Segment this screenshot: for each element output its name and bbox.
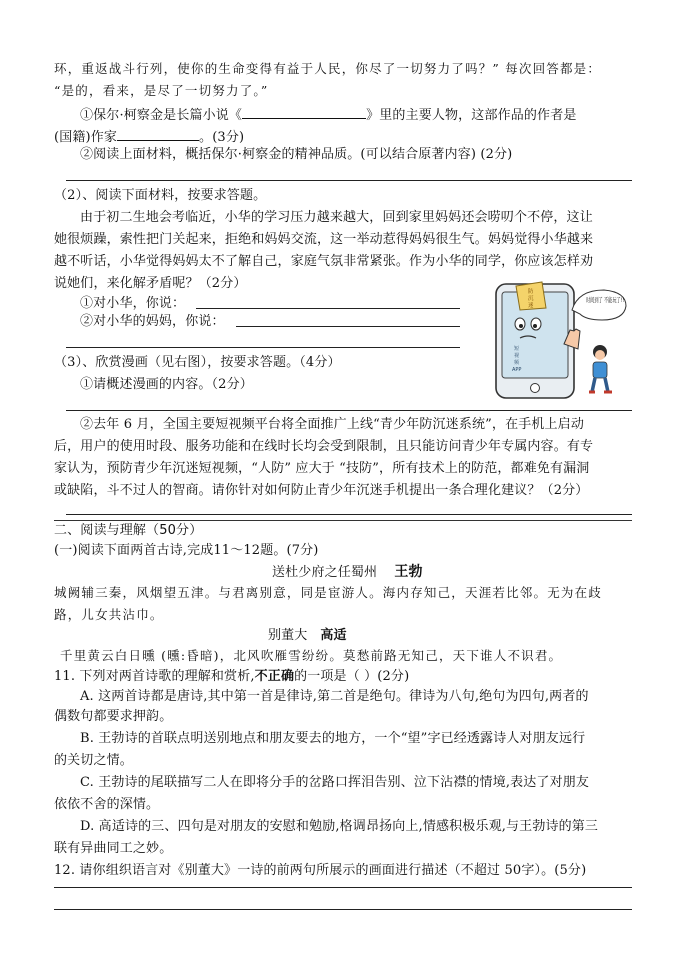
cartoon-illustration (476, 280, 646, 402)
poem-1-line-1: 城阙辅三秦，风烟望五津。与君离别意，同是宦游人。海内存知己，天涯若比邻。无为在歧 (54, 585, 603, 600)
q3-para-4: 或缺陷，斗不过人的智商。请你针对如何防止青少年沉迷手机提出一条合理化建议？（2分） (54, 483, 589, 498)
q2-para-2: 她很烦躁，索性把门关起来，拒绝和妈妈交流，这一举动惹得妈妈很生气。妈妈觉得小华越来 (54, 232, 594, 247)
child-legs-icon (592, 378, 608, 392)
q3-a: ①请概述漫画的内容。（2分） (80, 377, 253, 392)
q1-b-suffix: 。(3分) (199, 130, 245, 145)
q11-option-a-line-2: 偶数句都要求押韵。 (54, 709, 173, 724)
intro-line-1: 环，重返战斗行列，使你的生命变得有益于人民，你尽了一切努力了吗？” 每次回答都是： (54, 61, 602, 76)
poem-2-line-1: 千里黄云白日曛 (曛:昏暗)，北风吹雁雪纷纷。莫愁前路无知己，天下谁人不识君。 (60, 648, 563, 663)
q2-heading: （2）、阅读下面材料，按要求答题。 (54, 188, 267, 203)
section-divider (54, 520, 632, 521)
q1-a-prefix: ①保尔·柯察金是长篇小说《 (80, 108, 243, 123)
q11-stem (54, 668, 409, 686)
q12-stem: 12. 请你组织语言对《别董大》一诗的前两句所展示的画面进行描述（不超过 50字）。(5分) (54, 863, 587, 878)
q1-a-mid: 》里的主要人物，这部作品的作者是 (366, 108, 577, 123)
speech-bubble-text: 时间到了 不能玩了!! (586, 296, 646, 304)
q3-b-answer-line[interactable] (66, 514, 632, 515)
q1-blank-novel[interactable] (242, 104, 366, 119)
section-2-subtitle: (一)阅读下面两首古诗,完成11～12题。(7分) (54, 543, 319, 558)
q1-blank-author[interactable] (117, 126, 199, 141)
app-text-3: 频 (514, 360, 520, 366)
q3-para-1: ②去年 6 月，全国主要短视频平台将全面推广上线“青少年防沉迷系统”，在手机上启动 (80, 417, 584, 432)
q12-answer-line-2[interactable] (54, 909, 632, 910)
q11-option-d-line-2: 联有异曲同工之妙。 (54, 841, 173, 856)
q1-b (54, 126, 244, 147)
q11-stem-pre: 11. 下列对两首诗歌的理解和赏析, (54, 669, 255, 684)
poem-2-author: 高适 (320, 628, 347, 643)
child-body-icon (593, 362, 607, 378)
q2-b-label: ②对小华的妈妈，你说： (80, 314, 225, 329)
q2-a-label: ①对小华，你说： (80, 296, 186, 311)
poem-1-title: 送杜少府之任蜀州 (272, 565, 378, 580)
q11-option-b-line-1[interactable]: B. 王勃诗的首联点明送别地点和朋友要去的地方，一个“望”字已经透露诗人对朋友远行 (80, 731, 586, 746)
poem-1-author: 王勃 (394, 564, 423, 580)
q2-a-answer-line[interactable] (196, 308, 460, 309)
right-eye-icon (531, 318, 541, 330)
q2-b-answer-line[interactable] (236, 326, 460, 327)
sign-text-2: 沉 (528, 296, 534, 302)
home-button-icon (531, 384, 540, 393)
q1-c: ②阅读上面材料，概括保尔·柯察金的精神品质。(可以结合原著内容) (2分) (80, 147, 513, 162)
q11-option-b-line-2: 的关切之情。 (54, 753, 133, 768)
q1-a (80, 104, 577, 125)
q3-para-2: 后，用户的使用时段、服务功能和在线时长均会受到限制，且只能访问青少年专属内容。有专 (54, 439, 594, 454)
q12-answer-line-1[interactable] (54, 887, 632, 888)
q11-stem-post: 的一项是（ ）(2分) (294, 669, 410, 684)
q2-para-3: 越不听话，小华觉得妈妈太不了解自己，家庭气氛非常紧张。作为小华的同学，你应该怎样劝 (54, 254, 594, 269)
poem-2-title: 别董大 (268, 628, 308, 643)
section-2-title: 二、阅读与理解（50分） (54, 523, 203, 538)
poem-2-heading (268, 627, 347, 645)
q1-b-prefix: (国籍)作家 (54, 130, 118, 145)
poem-1-line-2: 路，儿女共沾巾。 (54, 607, 164, 622)
q11-option-c-line-1[interactable]: C. 王勃诗的尾联描写二人在即将分手的岔路口挥泪告别、泣下沾襟的情境,表达了对朋友 (80, 775, 590, 790)
app-text-1: 短 (514, 346, 520, 352)
q3-para-3: 家认为，预防青少年沉迷短视频，“人防” 应大于 “技防”，所有技术上的防范，都难免有漏洞 (54, 461, 590, 476)
q2-para-4: 说她们，来化解矛盾呢？（2分） (54, 276, 247, 291)
speech-bubble (572, 290, 646, 320)
q11-stem-emphasis: 不正确 (254, 669, 295, 684)
app-text-4: APP (512, 367, 522, 373)
poem-1-heading (272, 563, 423, 582)
q2-para-1: 由于初二生地会考临近，小华的学习压力越来越大，回到家里妈妈还会唠叨个不停，这让 (80, 210, 593, 225)
q2-extra-line[interactable] (66, 347, 460, 348)
app-text-2: 视 (514, 353, 520, 359)
q1-answer-line[interactable] (66, 180, 632, 181)
intro-line-2: “是的，看来，是尽了一切努力了。” (54, 83, 269, 98)
q11-option-c-line-2: 依依不舍的深情。 (54, 797, 160, 812)
sign-text-1: 防 (528, 289, 534, 295)
q3-heading: （3）、欣赏漫画（见右图），按要求答题。（4分） (54, 355, 341, 370)
q3-a-answer-line[interactable] (66, 410, 632, 411)
q11-option-a-line-1[interactable]: A. 这两首诗都是唐诗,其中第一首是律诗,第二首是绝句。律诗为八句,绝句为四句,两者的 (80, 689, 589, 704)
sign-text-3: 迷 (528, 303, 534, 309)
left-eye-icon (515, 318, 525, 330)
q11-option-d-line-1[interactable]: D. 高适诗的三、四句是对朋友的安慰和勉励,格调昂扬向上,情感积极乐观,与王勃诗的第三 (80, 819, 599, 834)
